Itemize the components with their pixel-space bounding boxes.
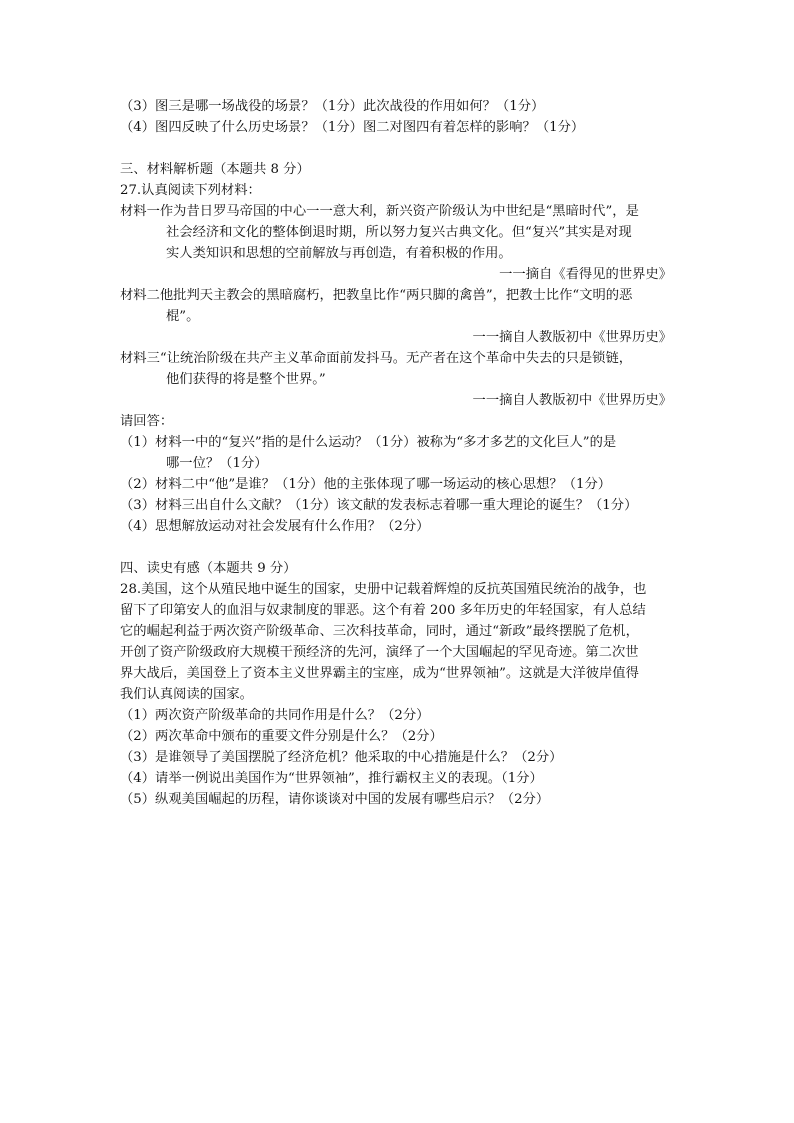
material-2-source: 一一摘自人教版初中《世界历史》 — [472, 330, 672, 345]
q28-para-line-3: 它的崛起利益于两次资产阶级革命、三次科技革命，同时，通过“新政”最终摆脱了危机， — [120, 624, 639, 639]
material-1-line-2: 社会经济和文化的整体倒退时期，所以努力复兴古典文化。但“复兴”其实是对现 — [166, 225, 632, 240]
material-3-line-2: 他们获得的将是整个世界。” — [166, 372, 326, 387]
q28-para-line-1: 28.美国，这个从殖民地中诞生的国家，史册中记载着辉煌的反抗英国殖民统治的战争，也 — [120, 582, 647, 597]
material-1-line-3: 实人类知识和思想的空前解放与再创造，有着积极的作用。 — [166, 246, 512, 261]
q28-para-line-4: 开创了资产阶级政府大规模干预经济的先河，演绎了一个大国崛起的罕见奇迹。第二次世 — [120, 645, 639, 660]
question-27-intro: 27.认真阅读下列材料： — [120, 183, 261, 198]
material-2-line-1: 材料二他批判天主教会的黑暗腐朽，把教皇比作“两只脚的禽兽”，把教士比作“文明的恶 — [120, 288, 633, 303]
q28-sub-3: （3）是谁领导了美国摆脱了经济危机？他采取的中心措施是什么？（2分） — [120, 750, 563, 765]
q28-sub-4: （4）请举一例说出美国作为“世界领袖”，推行霸权主义的表现。（1分） — [120, 771, 543, 786]
material-1-source: 一一摘自《看得见的世界史》 — [499, 267, 672, 282]
question-3: （3）图三是哪一场战役的场景？（1分）此次战役的作用如何？（1分） — [120, 99, 545, 114]
q27-sub-1-line-1: （1）材料一中的“复兴”指的是什么运动？（1分）被称为“多才多艺的文化巨人”的是 — [120, 435, 617, 450]
material-1-line-1: 材料一作为昔日罗马帝国的中心一一意大利，新兴资产阶级认为中世纪是“黑暗时代”，是 — [120, 204, 639, 219]
material-3-line-1: 材料三“让统治阶级在共产主义革命面前发抖马。无产者在这个革命中失去的只是锁链， — [120, 351, 633, 366]
q28-sub-2: （2）两次革命中颁布的重要文件分别是什么？（2分） — [120, 729, 443, 744]
q27-sub-4: （4）思想解放运动对社会发展有什么作用？（2分） — [120, 519, 430, 534]
q28-para-line-5: 界大战后，美国登上了资本主义世界霸主的宝座，成为“世界领袖”。这就是大洋彼岸值得 — [120, 666, 639, 681]
question-4: （4）图四反映了什么历史场景？（1分）图二对图四有着怎样的影响？（1分） — [120, 120, 585, 135]
q28-sub-1: （1）两次资产阶级革命的共同作用是什么？（2分） — [120, 708, 430, 723]
material-3-source: 一一摘自人教版初中《世界历史》 — [472, 393, 672, 408]
q27-sub-2: （2）材料二中“他”是谁？（1分）他的主张体现了哪一场运动的核心思想？（1分） — [120, 477, 612, 492]
section-3-heading: 三、材料解析题（本题共 8 分） — [120, 162, 310, 177]
q28-para-line-6: 我们认真阅读的国家。 — [120, 687, 253, 702]
section-4-heading: 四、读史有感（本题共 9 分） — [120, 561, 297, 576]
q28-sub-5: （5）纵观美国崛起的历程，请你谈谈对中国的发展有哪些启示？（2分） — [120, 792, 550, 807]
material-2-line-2: 棍”。 — [166, 309, 200, 324]
q27-sub-3: （3）材料三出自什么文献？（1分）该文献的发表标志着哪一重大理论的诞生？（1分） — [120, 498, 638, 513]
answer-prompt: 请回答： — [120, 414, 174, 429]
q27-sub-1-line-2: 哪一位？（1分） — [166, 456, 268, 471]
q28-para-line-2: 留下了印第安人的血泪与奴隶制度的罪恶。这个有着 200 多年历史的年轻国家，有人总结 — [120, 603, 646, 618]
